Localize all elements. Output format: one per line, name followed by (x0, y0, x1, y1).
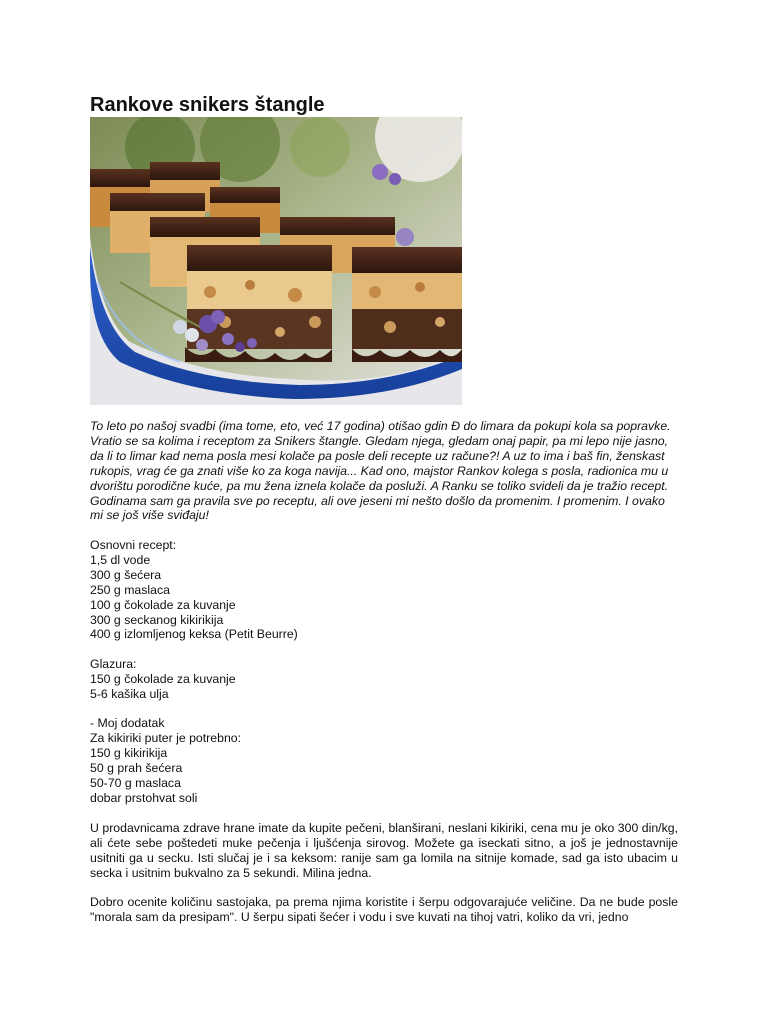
paragraph-text: Dobro ocenite količinu sastojaka, pa prema njima koristite i šerpu odgovarajuće veličine. Da ne bude posle "morala sam da presipam". U šerpu sipati šećer i vodu i sve kuvati na tihoj vatri, koliko da vri, jedno (90, 895, 678, 924)
intro-paragraph (90, 419, 678, 523)
intro-text: To leto po našoj svadbi (ima tome, eto, već 17 godina) otišao gdin Đ do limara da pokupi kola sa popravke. Vratio se sa kolima i receptom za Snikers štangle. Gledam njega, gledam onaj papir, pa mi lepo nije jasno, da li to limar kad nema posla mesi kolače pa posle deli recepte uz račune?! A uz to ima i baš fin, ženskast rukopis, vrag će ga znati više ko za koga navija... Kad ono, majstor Rankov kolega s posla, radionica mu u dvorištu porodične kuće, pa mu žena iznela kolače da posluži. A Ranku se toliko svideli da je tražio recept. Godinama sam ga pravila sve po receptu, ali ove jeseni mi nešto došlo da promenim. I promenim. I ovako mi se još više sviđaju! (90, 419, 671, 523)
list-item: Osnovni recept: (90, 538, 177, 552)
list-item: Za kikiriki puter je potrebno: (90, 730, 242, 745)
list-item: 300 g seckanog kikirikija (90, 612, 224, 627)
extra-list (90, 716, 678, 805)
basic-recipe-list (90, 538, 678, 642)
list-item: 1,5 dl vode (90, 552, 151, 567)
list-item: 300 g šećera (90, 567, 162, 582)
glaze-list (90, 657, 678, 702)
list-item: 150 g kikirikija (90, 745, 168, 760)
paragraph-cooking (90, 895, 678, 925)
list-item: 50-70 g maslaca (90, 775, 181, 790)
list-item: 100 g čokolade za kuvanje (90, 597, 236, 612)
recipe-photo (90, 117, 462, 405)
paragraph-peanuts (90, 821, 678, 881)
list-item: 50 g prah šećera (90, 760, 183, 775)
list-item: 5-6 kašika ulja (90, 686, 169, 701)
list-item: Glazura: (90, 657, 137, 671)
list-item: dobar prstohvat soli (90, 790, 198, 805)
list-item: 400 g izlomljenog keksa (Petit Beurre) (90, 627, 298, 642)
list-item: 150 g čokolade za kuvanje (90, 671, 236, 686)
recipe-title: Rankove snikers štangle (90, 94, 325, 116)
list-item: - Moj dodatak (90, 716, 165, 730)
paragraph-text: U prodavnicama zdrave hrane imate da kupite pečeni, blanširani, neslani kikiriki, cena mu je oko 300 din/kg, ali ćete sebe poštedeti muke pečenja i ljušćenja sirovog. Možete ga iseckati sitno, a još je jednostavnije usitniti ga u secku. Isti slučaj je i sa keksom: ranije sam ga lomila na sitnije komade, sad ga isto ubacim u secka i usitnim bukvalno za 5 sekundi. Milina jedna. (90, 821, 678, 880)
list-item: 250 g maslaca (90, 582, 170, 597)
